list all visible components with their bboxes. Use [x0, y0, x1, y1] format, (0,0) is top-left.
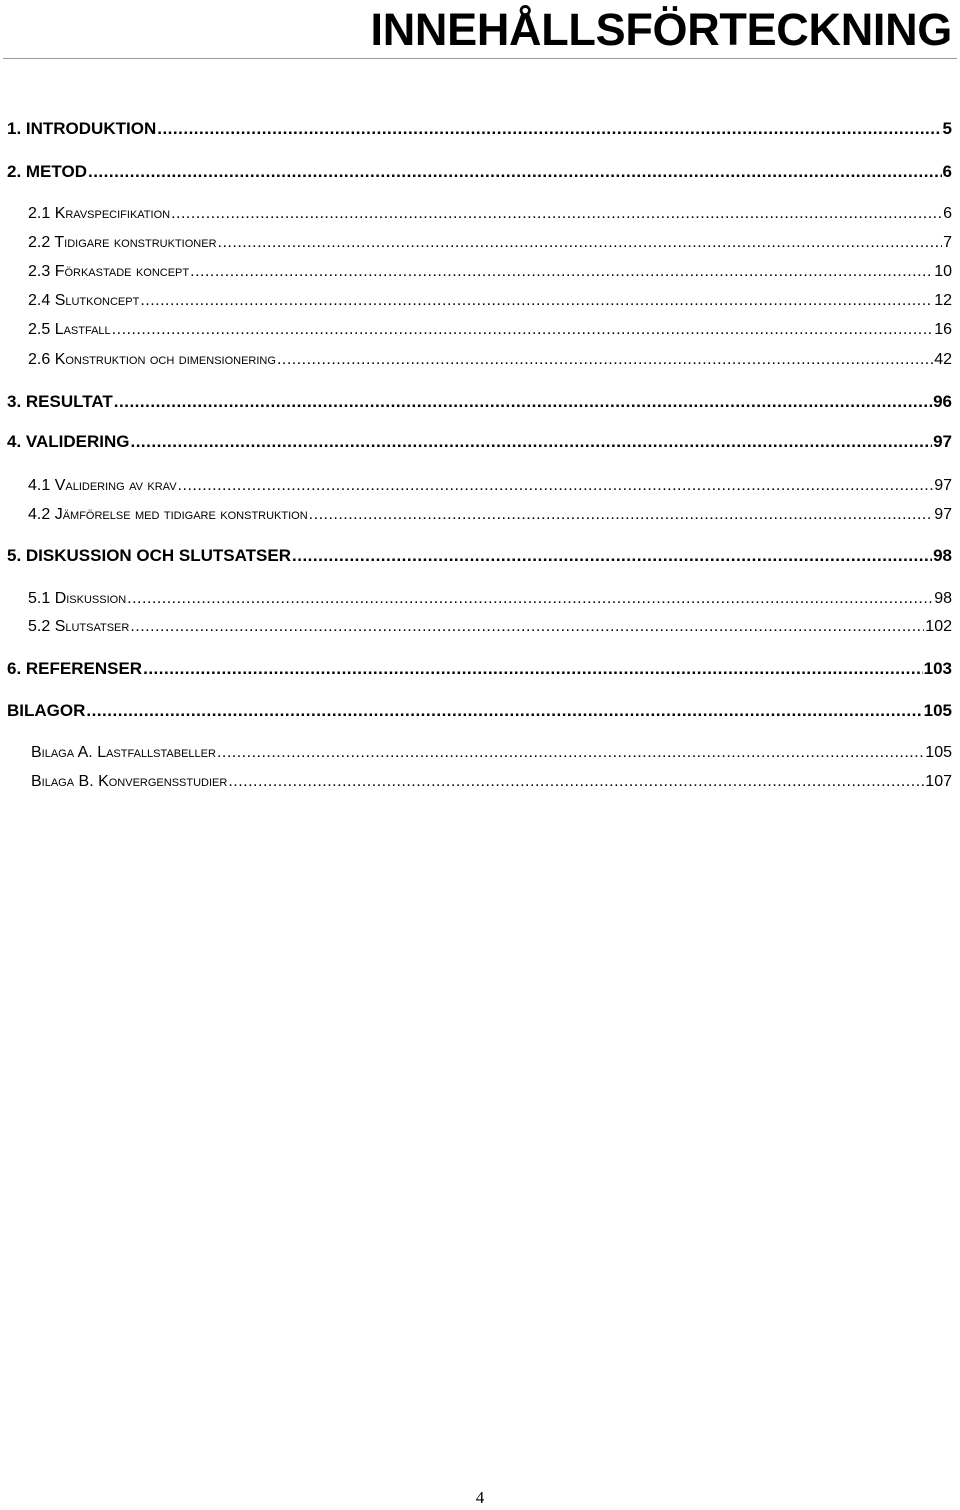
- dot-leader: [277, 350, 933, 370]
- toc-entry-page: 107: [925, 773, 952, 790]
- toc-entry-label: 1. INTRODUKTION: [7, 119, 157, 138]
- toc-entry-page: 10: [934, 263, 952, 280]
- toc-entry-page: 96: [933, 392, 952, 411]
- toc-entry-label: 5.2 Slutsatser: [28, 618, 130, 635]
- toc-entry-label: 2. METOD: [7, 162, 87, 181]
- toc-entry-page: 98: [934, 590, 952, 607]
- toc-entry-kravspecifikation[interactable]: [28, 204, 952, 224]
- toc-entry-label: 3. RESULTAT: [7, 392, 113, 411]
- toc-entry-label: 4.2 Jämförelse med tidigare konstruktion: [28, 506, 308, 523]
- dot-leader: [88, 162, 942, 182]
- toc-entry-page: 97: [933, 432, 952, 451]
- toc-entry-introduktion[interactable]: [7, 119, 952, 139]
- toc-entry-validering[interactable]: [7, 432, 952, 452]
- toc-entry-page: 102: [925, 618, 952, 635]
- dot-leader: [143, 659, 923, 679]
- title-divider: [3, 58, 957, 59]
- toc-entry-jamforelse-med-tidigare-konstruktion[interactable]: [28, 505, 952, 525]
- page-title: INNEHÅLLSFÖRTECKNING: [370, 4, 952, 55]
- dot-leader: [127, 589, 933, 609]
- toc-entry-validering-av-krav[interactable]: [28, 476, 952, 496]
- toc-entry-forkastade-koncept[interactable]: [28, 262, 952, 282]
- toc-entry-label: 2.2 Tidigare konstruktioner: [28, 234, 217, 251]
- toc-entry-referenser[interactable]: [7, 659, 952, 679]
- dot-leader: [292, 546, 932, 566]
- dot-leader: [218, 233, 943, 253]
- dot-leader: [190, 262, 933, 282]
- toc-entry-metod[interactable]: [7, 162, 952, 182]
- toc-entry-label: 4. VALIDERING: [7, 432, 130, 451]
- toc-entry-label: 2.4 Slutkoncept: [28, 292, 140, 309]
- toc-entry-page: 103: [923, 659, 952, 678]
- toc-entry-page: 5: [942, 119, 952, 138]
- toc-entry-page: 97: [934, 477, 952, 494]
- toc-entry-bilaga-b[interactable]: [31, 772, 952, 792]
- toc-entry-page: 16: [934, 321, 952, 338]
- toc-entry-konstruktion-och-dimensionering[interactable]: [28, 350, 952, 370]
- dot-leader: [86, 701, 922, 721]
- toc-entry-page: 12: [934, 292, 952, 309]
- dot-leader: [114, 392, 932, 412]
- dot-leader: [130, 617, 924, 637]
- page-number: 4: [475, 1488, 485, 1507]
- toc-entry-label: 4.1 Validering av krav: [28, 477, 177, 494]
- toc-entry-diskussion-och-slutsatser[interactable]: [7, 546, 952, 566]
- dot-leader: [140, 291, 933, 311]
- toc-entry-bilaga-a[interactable]: [31, 743, 952, 763]
- toc-entry-diskussion[interactable]: [28, 589, 952, 609]
- toc-entry-page: 97: [934, 506, 952, 523]
- dot-leader: [309, 505, 934, 525]
- toc-entry-label: 2.6 Konstruktion och dimensionering: [28, 351, 276, 368]
- dot-leader: [157, 119, 941, 139]
- dot-leader: [171, 204, 942, 224]
- toc-entry-page: 105: [923, 701, 952, 720]
- toc-entry-slutsatser[interactable]: [28, 617, 952, 637]
- toc-entry-label: BILAGOR: [7, 701, 86, 720]
- toc-entry-label: 6. REFERENSER: [7, 659, 143, 678]
- toc-entry-label: 5. DISKUSSION OCH SLUTSATSER: [7, 546, 291, 565]
- dot-leader: [228, 772, 924, 792]
- toc-entry-label: Bilaga B. Konvergensstudier: [31, 773, 228, 790]
- toc-entry-lastfall[interactable]: [28, 320, 952, 340]
- toc-entry-label: Bilaga A. Lastfallstabeller: [31, 744, 216, 761]
- toc-entry-page: 42: [934, 351, 952, 368]
- toc-entry-slutkoncept[interactable]: [28, 291, 952, 311]
- toc-entry-bilagor[interactable]: [7, 701, 952, 721]
- toc-entry-page: 105: [925, 744, 952, 761]
- toc-entry-page: 6: [942, 162, 952, 181]
- toc-entry-label: 2.1 Kravspecifikation: [28, 205, 171, 222]
- dot-leader: [112, 320, 934, 340]
- toc-entry-tidigare-konstruktioner[interactable]: [28, 233, 952, 253]
- toc-entry-label: 2.3 Förkastade koncept: [28, 263, 190, 280]
- dot-leader: [217, 743, 924, 763]
- dot-leader: [178, 476, 934, 496]
- toc-entry-label: 5.1 Diskussion: [28, 590, 127, 607]
- toc-entry-page: 7: [943, 234, 952, 251]
- toc-entry-label: 2.5 Lastfall: [28, 321, 111, 338]
- toc-entry-page: 6: [943, 205, 952, 222]
- toc-entry-resultat[interactable]: [7, 392, 952, 412]
- dot-leader: [130, 432, 932, 452]
- toc-entry-page: 98: [933, 546, 952, 565]
